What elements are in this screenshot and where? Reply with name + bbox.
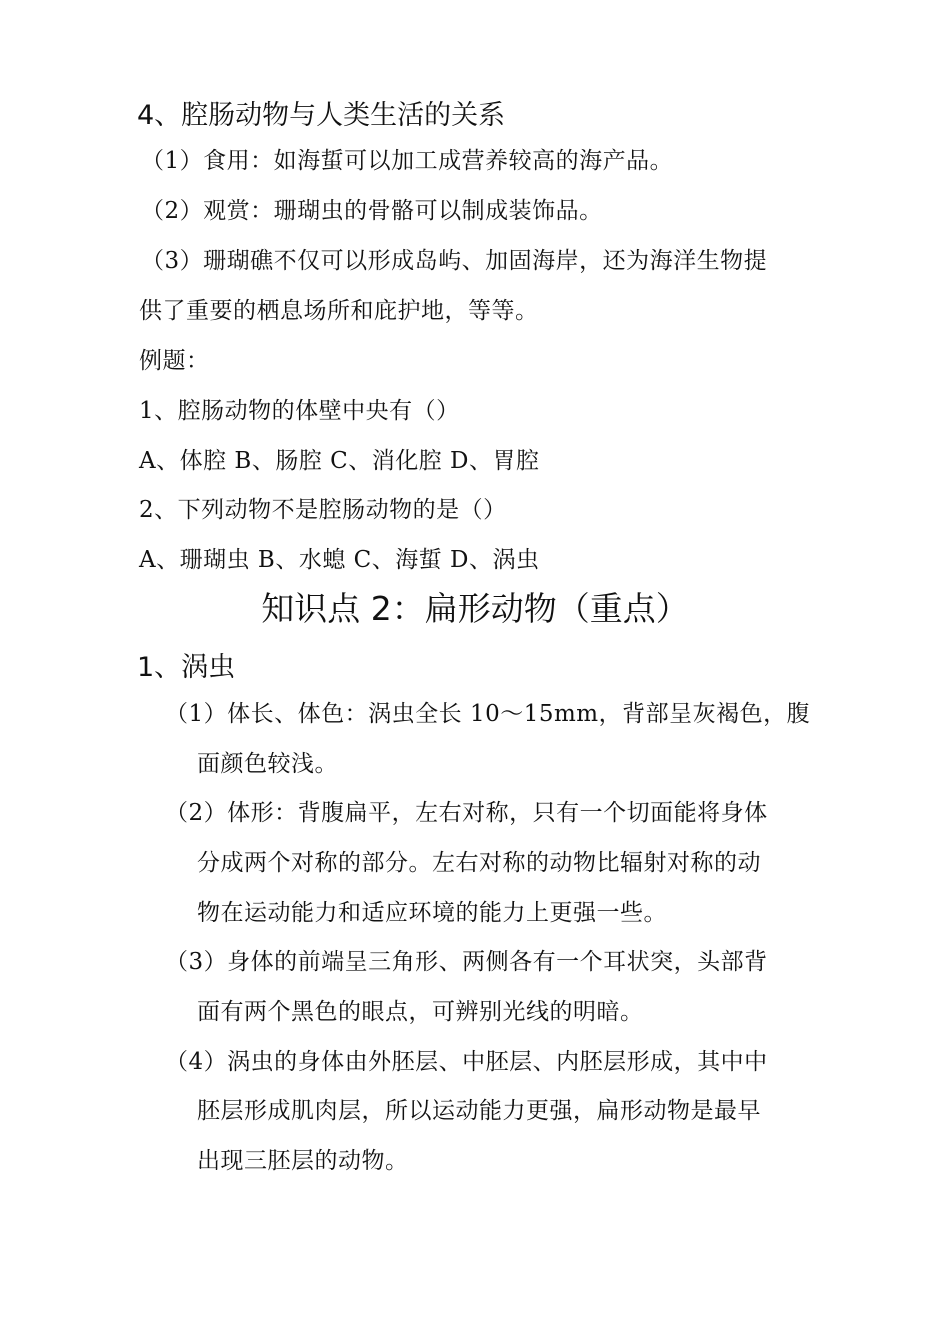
example-question-1: 1、腔肠动物的体壁中央有（） [139, 398, 460, 424]
knowledge-point-2-title: 知识点 2：扁形动物（重点） [261, 589, 689, 628]
flatworm-point-3-line-1: （3）身体的前端呈三角形、两侧各有一个耳状突，头部背 [165, 949, 768, 975]
flatworm-point-4-line-2: 胚层形成肌肉层，所以运动能力更强，扁形动物是最早 [197, 1098, 761, 1124]
example-question-1-options: A、体腔 B、肠腔 C、消化腔 D、胃腔 [139, 448, 540, 474]
flatworm-point-2-line-2: 分成两个对称的部分。左右对称的动物比辐射对称的动 [197, 850, 761, 876]
flatworm-point-4-line-1: （4）涡虫的身体由外胚层、中胚层、内胚层形成，其中中 [165, 1049, 768, 1075]
example-question-2-options: A、珊瑚虫 B、水螅 C、海蜇 D、涡虫 [139, 547, 540, 573]
flatworm-point-1-line-2: 面颜色较浅。 [197, 751, 338, 777]
section-4-item-2: （2）观赏：珊瑚虫的骨骼可以制成装饰品。 [141, 198, 603, 224]
flatworm-point-4-line-3: 出现三胚层的动物。 [197, 1148, 409, 1174]
flatworm-point-1-line-1: （1）体长、体色：涡虫全长 10〜15mm，背部呈灰褐色，腹 [165, 701, 811, 727]
examples-label: 例题： [139, 348, 210, 374]
flatworm-sub-heading: 1、涡虫 [137, 652, 236, 683]
section-4-item-3-line-1: （3）珊瑚礁不仅可以形成岛屿、加固海岸，还为海洋生物提 [141, 248, 768, 274]
section-4-heading: 4、腔肠动物与人类生活的关系 [137, 100, 506, 131]
example-question-2: 2、下列动物不是腔肠动物的是（） [139, 497, 507, 523]
section-4-item-3-line-2: 供了重要的栖息场所和庇护地，等等。 [139, 298, 539, 324]
flatworm-point-2-line-1: （2）体形：背腹扁平，左右对称，只有一个切面能将身体 [165, 800, 768, 826]
flatworm-point-2-line-3: 物在运动能力和适应环境的能力上更强一些。 [197, 900, 667, 926]
section-4-item-1: （1）食用：如海蜇可以加工成营养较高的海产品。 [141, 148, 674, 174]
flatworm-point-3-line-2: 面有两个黑色的眼点，可辨别光线的明暗。 [197, 999, 644, 1025]
